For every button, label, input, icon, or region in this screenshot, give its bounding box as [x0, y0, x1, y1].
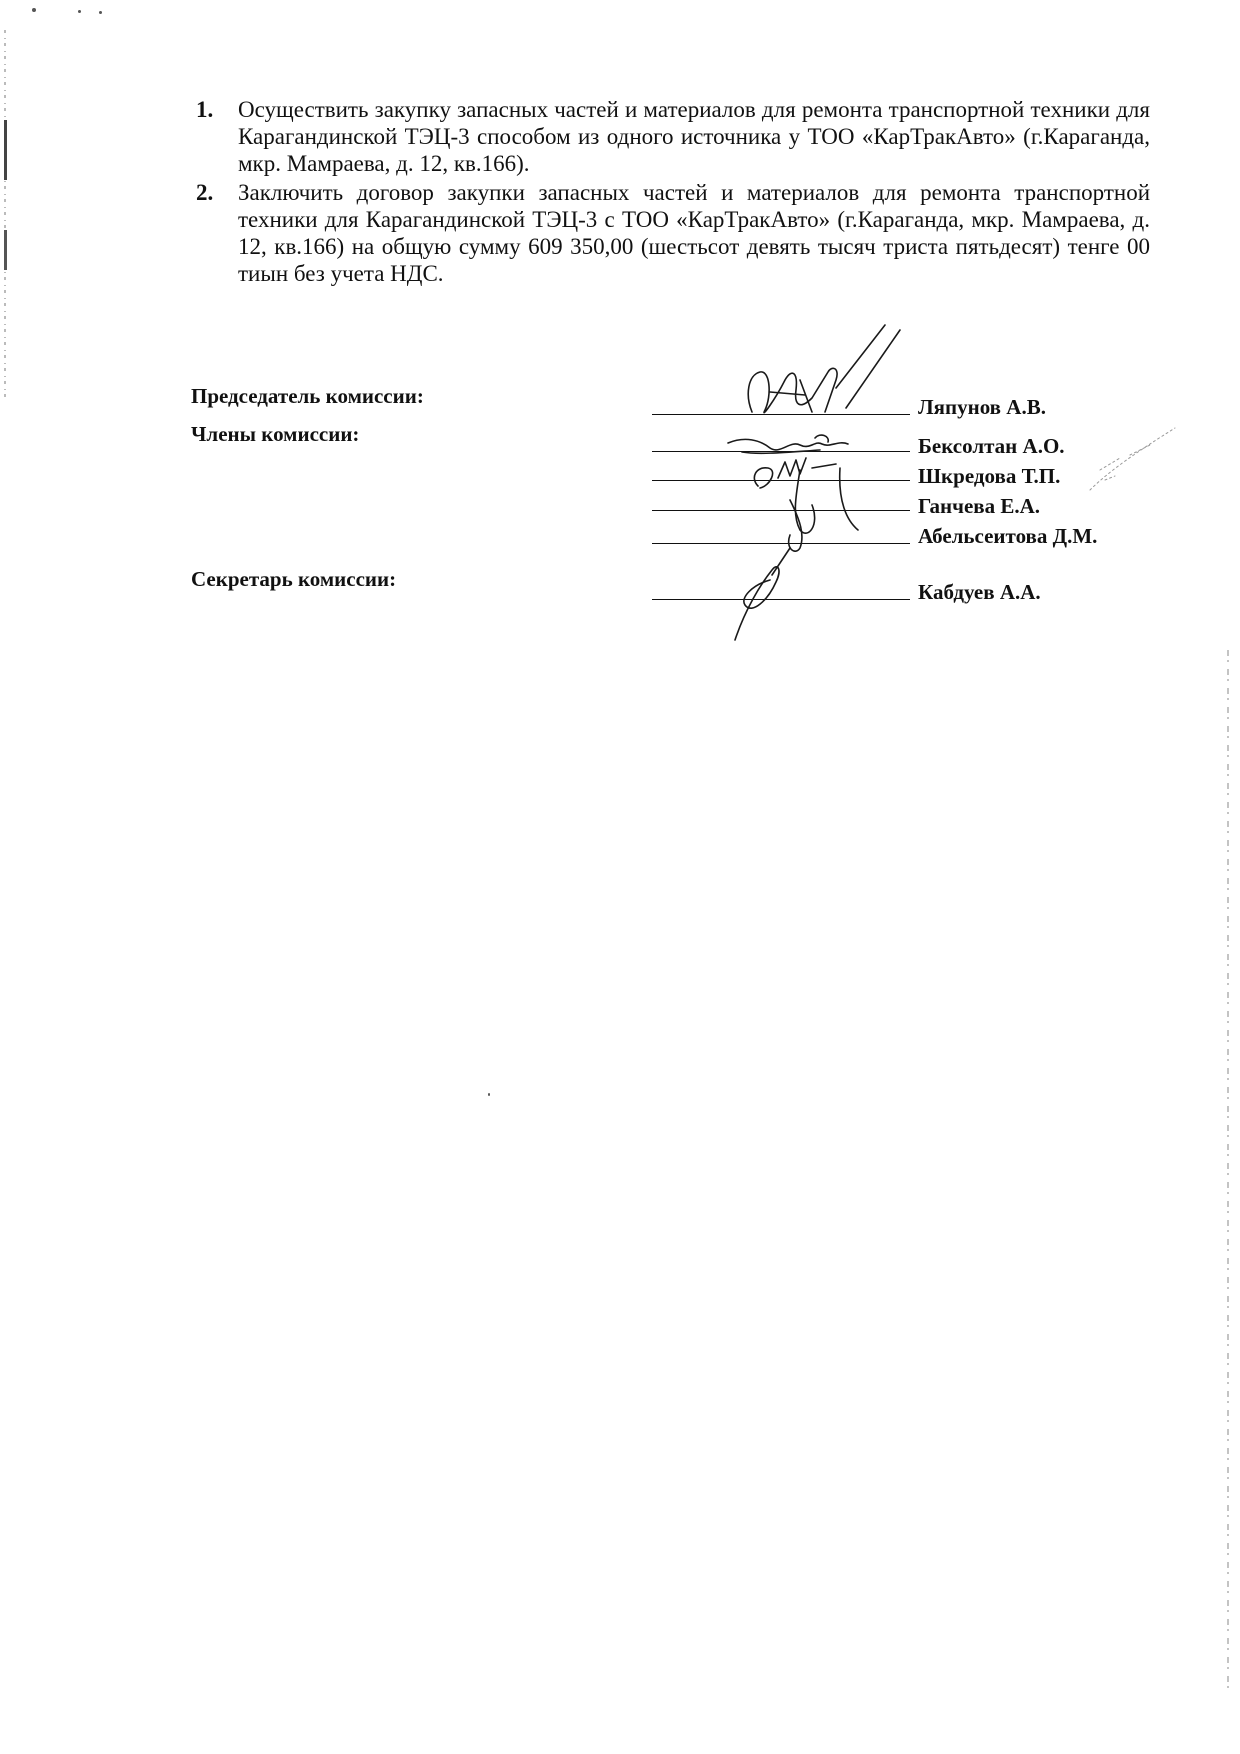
- scan-edge-right: [1226, 650, 1230, 1690]
- decision-item: [190, 179, 1150, 287]
- secretary-name: Кабдуев А.А.: [918, 580, 1041, 604]
- signature-member-3: [795, 468, 858, 533]
- chairman-label: Председатель комиссии:: [191, 384, 424, 408]
- decision-number: 1.: [196, 97, 214, 122]
- member-name: Шкредова Т.П.: [918, 464, 1061, 488]
- member-name: Ганчева Е.А.: [918, 494, 1041, 518]
- signature-line-secretary: [652, 599, 910, 600]
- scan-speck: [78, 10, 81, 13]
- chairman-name: Ляпунов А.В.: [918, 395, 1046, 419]
- signature-line-member: [652, 543, 910, 544]
- decision-text: Заключить договор закупки запасных частей и материалов для ремонта транспортной техники для Карагандинской ТЭЦ-3 с ТОО «КарТракАвто» (г.Караганда, мкр. Мамраева, д. 12, кв.166) на общую сумму 609 350,00 (шестьсот девять тысяч триста пятьдесят) тенге 00 тиын без учета НДС.: [238, 180, 1150, 286]
- decision-number: 2.: [196, 180, 214, 205]
- signature-chairman: [748, 325, 900, 413]
- signature-line-member: [652, 480, 910, 481]
- stamp-trace: [1090, 428, 1175, 490]
- scan-speck: [32, 8, 36, 12]
- decision-item: [190, 96, 1150, 177]
- members-label: Члены комиссии:: [191, 422, 360, 446]
- member-name: Абельсеитова Д.М.: [918, 524, 1098, 548]
- member-name: Бексолтан А.О.: [918, 434, 1065, 458]
- signature-line-chairman: [652, 414, 910, 415]
- decision-list: [190, 96, 1150, 289]
- signature-secretary: [735, 548, 790, 640]
- scan-speck: [99, 11, 102, 14]
- secretary-label: Секретарь комиссии:: [191, 567, 397, 591]
- signature-line-member: [652, 510, 910, 511]
- scan-speck: [488, 1093, 490, 1096]
- scan-edge-left: [3, 30, 7, 400]
- signature-line-member: [652, 451, 910, 452]
- decision-text: Осуществить закупку запасных частей и материалов для ремонта транспортной техники для Карагандинской ТЭЦ-3 способом из одного источника у ТОО «КарТракАвто» (г.Караганда, мкр. Мамраева, д. 12, кв.166).: [238, 97, 1150, 176]
- signature-member-2: [754, 458, 836, 488]
